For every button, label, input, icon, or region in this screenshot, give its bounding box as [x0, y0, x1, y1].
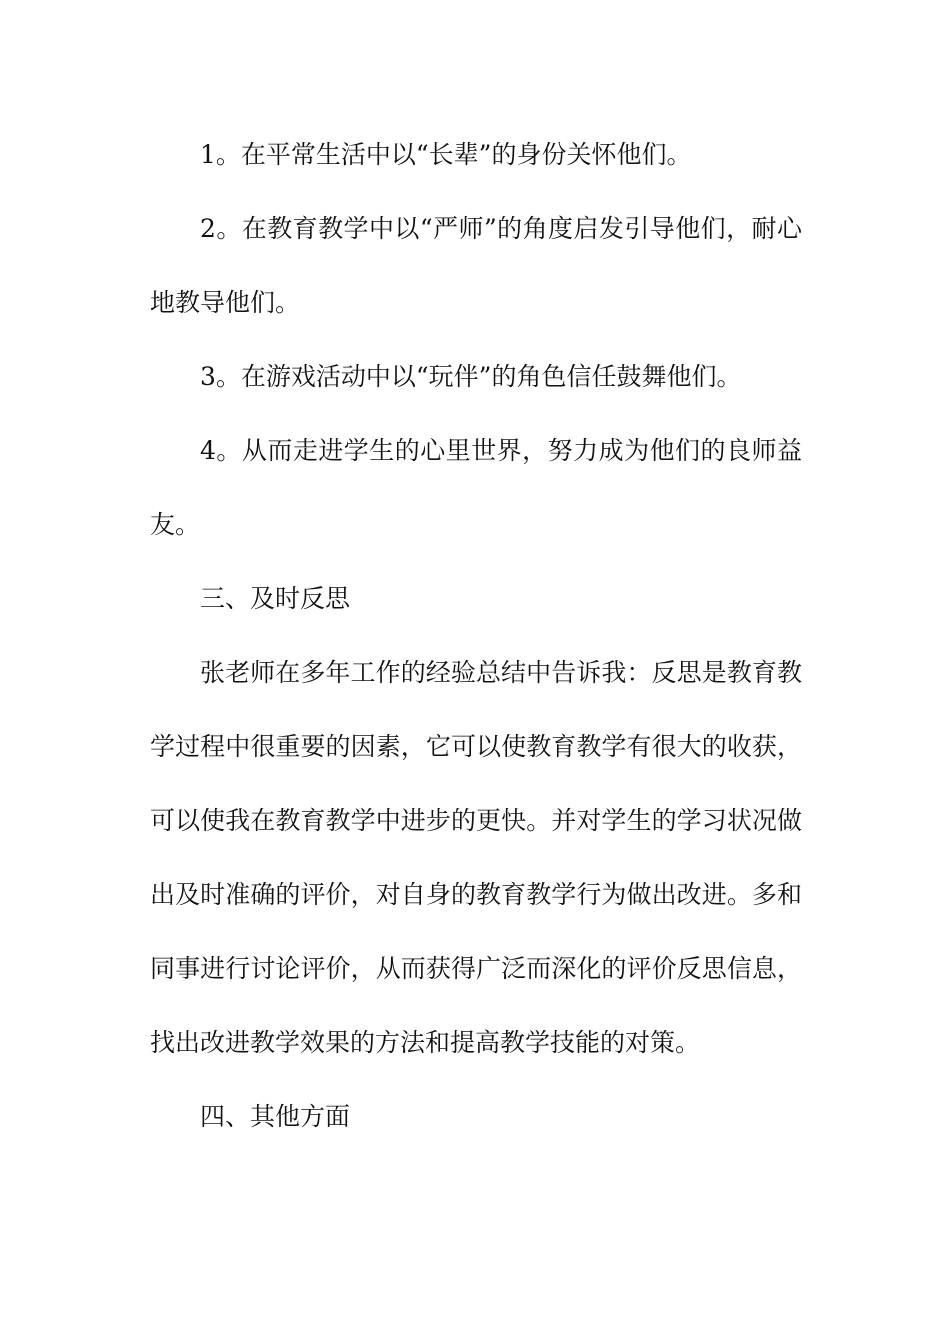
paragraph-reflection-body: 张老师在多年工作的经验总结中告诉我：反思是教育教学过程中很重要的因素，它可以使教育教学有很大的收获，可以使我在教育教学中进步的更快。并对学生的学习状况做出及时准确的评价，对自身的教育教学行为做出改进。多和同事进行讨论评价，从而获得广泛而深化的评价反思信息，找出改进教学效果的方法和提高教学技能的对策。 [150, 658, 802, 1057]
paragraph-item-3: 3。在游戏活动中以“玩伴”的角色信任鼓舞他们。 [200, 362, 742, 391]
section-heading-other-aspects: 四、其他方面 [200, 1102, 351, 1131]
section-heading-reflection: 三、及时反思 [200, 584, 351, 613]
paragraph-item-4: 4。从而走进学生的心里世界，努力成为他们的良师益友。 [150, 436, 802, 539]
document-body [150, 118, 802, 1154]
paragraph-item-2: 2。在教育教学中以“严师”的角度启发引导他们，耐心地教导他们。 [150, 214, 802, 317]
paragraph-item-1: 1。在平常生活中以“长辈”的身份关怀他们。 [200, 140, 692, 169]
